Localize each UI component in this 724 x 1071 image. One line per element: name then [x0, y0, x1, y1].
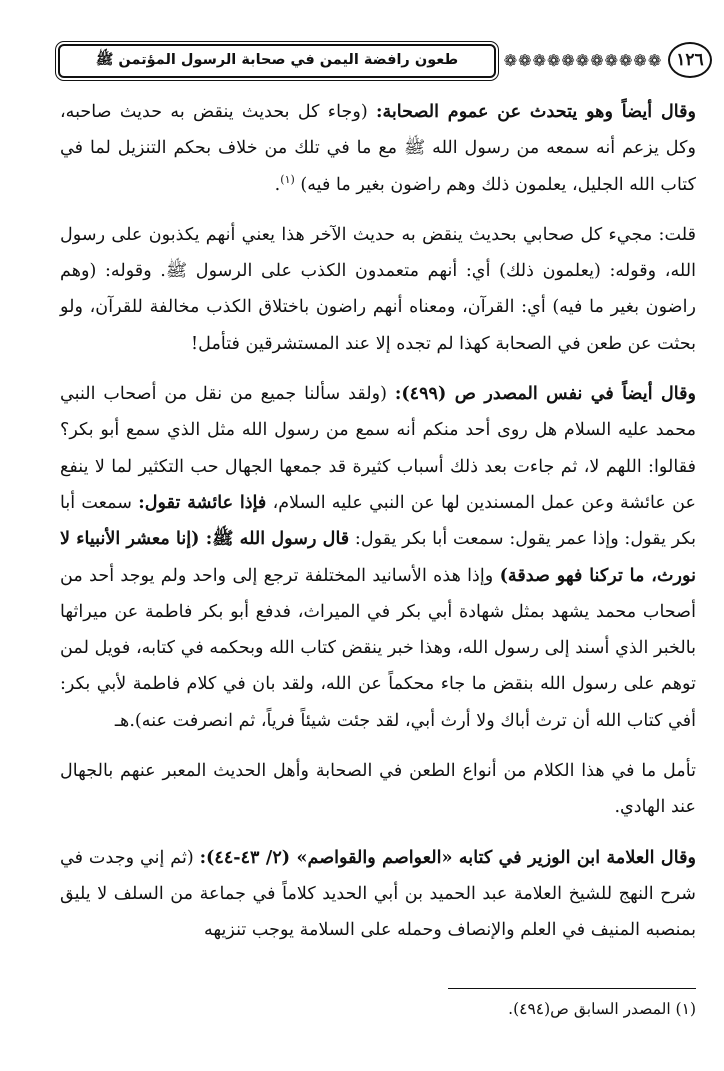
paragraph-2: قلت: مجيء كل صحابي بحديث ينقض به حديث الآخر هذا يعني أنهم يكذبون على رسول الله، وقوله: (يعلمون ذلك) أي: أنهم متعمدون الكذب على الرسول ﷺ. وقوله: (وهم راضون بغير ما فيه) أي: القرآن، ومعناه أنهم راضون باختلاق الكذب مخالفة للقرآن، ولو بحثت عن طعن في الصحابة كهذا لم تجده إلا عند المستشرقين فتأمل! — [60, 224, 696, 354]
footnote-reference[interactable]: (١) — [280, 172, 295, 186]
paragraph-1 — [60, 94, 696, 203]
paragraph-3-text-1: (ولقد سألنا جميع من نقل من أصحاب النبي محمد عليه السلام هل روى أحد منكم أنه سمع من رسول الله مثل الذي سمع أبو بكر؟ فقالوا: اللهم لا، ثم جاءت بعد ذلك أسباب كثيرة قد جمعها الجهال حب التكثير لما لا ينفع عن عائشة وعن عمل المسندين لها عن النبي عليه السلام، — [60, 384, 697, 513]
paragraph-5 — [60, 840, 696, 949]
running-title: طعون رافضة اليمن في صحابة الرسول المؤتمن ﷺ — [58, 44, 496, 78]
paragraph-5-text: (ثم إني وجدت في شرح النهج للشيخ العلامة عبد الحميد بن أبي الحديد كلاماً في جماعة من السلف لا يليق بمنصبه المنيف في العلم والإنصاف وحمله على السلامة يوجب تنزيهه — [60, 847, 696, 941]
paragraph-3-text-3: وإذا هذه الأسانيد المختلفة ترجع إلى واحد ولم يوجد أحد من أصحاب محمد يشهد بمثل شهادة أبي بكر في الميراث، فدفع أبو بكر فاطمة عن ميراثها بالخبر الذي أسند إلى رسول الله، وهذا خبر ينقض كتاب الله وبحكمه في كتابه، فويل لمن توهم على رسول الله بنقض ما جاء محكماً عن الله، ولقد بان في كلام فاطمة لأبي بكر: أفي كتاب الله أن ترث أباك ولا أرث أبي، لقد جئت شيئاً فرياً، ثم انصرفت عنه).هـ — [60, 565, 696, 731]
paragraph-3-hadith: قال رسول الله ﷺ: (إنا معشر الأنبياء لا نورث، ما تركنا فهو صدقة) — [60, 528, 697, 586]
paragraph-1-lead: وقال أيضاً وهو يتحدث عن عموم الصحابة: — [375, 101, 696, 122]
paragraph-5-lead: وقال العلامة ابن الوزير في كتابه «العواصم والقواصم» (٢/ ٤٣-٤٤): — [199, 846, 696, 868]
paragraph-4: تأمل ما في هذا الكلام من أنواع الطعن في الصحابة وأهل الحديث المعبر عنهم بالجهال عند الهادي. — [60, 761, 696, 818]
paragraph-1-text: (وجاء كل بحديث ينقض به حديث صاحبه، وكل يزعم أنه سمعه من رسول الله ﷺ مع ما في تلك من خلاف بحكم التنزيل لما في كتاب الله الجليل، يعلمون ذلك وهم راضون بغير ما فيه) — [60, 102, 696, 195]
paragraph-3-lead: وقال أيضاً في نفس المصدر ص (٤٩٩): — [394, 383, 697, 405]
page-number: ١٢٦ — [668, 42, 712, 78]
footnote-divider — [448, 988, 696, 989]
paragraph-3-text-2: سمعت أبا بكر يقول: وإذا عمر يقول: سمعت أبا بكر يقول: — [60, 492, 696, 550]
main-text — [60, 94, 696, 949]
footnote: (١) المصدر السابق ص(٤٩٤). — [508, 1000, 696, 1018]
paragraph-3 — [60, 376, 696, 739]
paragraph-1-end: . — [274, 174, 281, 195]
flower-ornament-icon: ❁❁❁❁❁❁❁❁❁❁❁ — [503, 51, 663, 70]
paragraph-3-bold-1: فإذا عائشة تقول: — [138, 491, 267, 513]
page-header — [58, 40, 712, 84]
